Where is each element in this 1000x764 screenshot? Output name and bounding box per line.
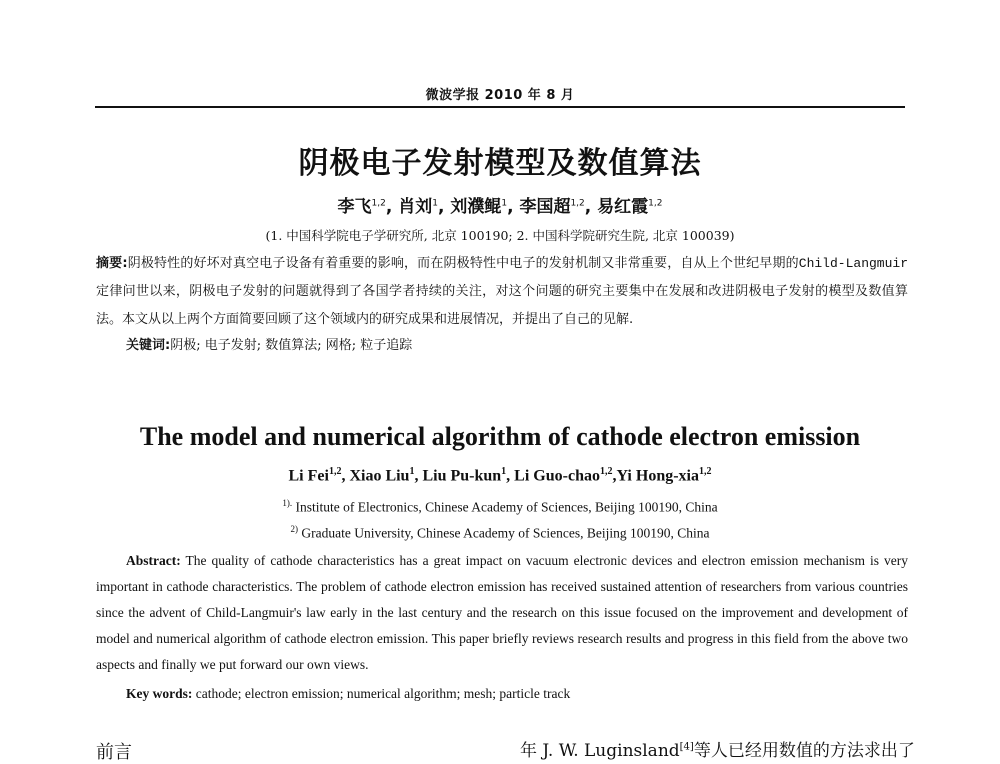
chinese-authors [0,192,1000,217]
chinese-abstract [96,250,908,334]
chinese-keywords [126,334,412,353]
cn-author-sup: 1,2 [570,198,585,209]
affil-2-mark: 2) [290,524,298,534]
cn-author-sup: 1 [501,198,508,209]
en-author-sep: , [414,467,423,485]
cn-author-sup: 1 [432,198,438,209]
english-title: The model and numerical algorithm of cathode electron emission [139,422,861,451]
en-author-sep: , [506,467,515,485]
chinese-abstract-text-1: 阴极特性的好坏对真空电子设备有着重要的影响，而在阴极特性中电子的发射机制又非常重要，自从上个世纪早期的 [127,256,799,271]
en-author-name: Xiao Liu [349,467,410,485]
cn-author-sep: , [584,197,598,217]
right-column-text [520,736,915,761]
cn-author-name: 肖刘 [398,197,433,217]
english-affiliation-1 [0,498,1000,516]
affil-1-mark: 1). [282,498,293,508]
header-rule [95,106,905,108]
english-affiliation-2 [0,524,1000,542]
en-author-sup: 1,2 [699,466,712,477]
en-author-sup: 1,2 [328,466,342,477]
cn-author-sup: 1,2 [371,198,386,209]
journal-header: 微波学报 2010 年 8 月 [425,88,575,103]
cn-author-sep: , [437,197,451,217]
section-heading: 前言 [96,742,132,763]
en-author-sup: 1 [501,466,507,477]
chinese-keywords-label: 关键词: [126,338,171,353]
chinese-affiliation: (1. 中国科学院电子学研究所, 北京 100190; 2. 中国科学院研究生院, 北京 100039) [265,228,735,243]
cn-author-sep: , [385,197,399,217]
chinese-abstract-label: 摘要: [96,256,128,271]
cn-author-sep: , [507,197,520,217]
cn-author-name: 李飞 [337,197,372,217]
english-keywords-text: cathode; electron emission; numerical algorithm; mesh; particle track [192,686,571,701]
chinese-keywords-text: 阴极; 电子发射; 数值算法; 网格; 粒子追踪 [170,338,413,353]
en-author-sup: 1 [409,466,415,477]
cn-author-name: 李国超 [519,197,571,217]
chinese-title: 阴极电子发射模型及数值算法 [298,146,702,181]
cn-author-sup: 1,2 [648,198,663,209]
english-abstract [96,548,908,678]
english-authors [0,466,1000,485]
right-col-suffix: 等人已经用数值的方法求出了 [693,741,915,761]
cn-author-name: 易红霞 [597,197,649,217]
en-author-name: Li Guo-chao [514,467,600,485]
en-author-name: Yi Hong-xia [616,467,699,485]
en-author-name: Li Fei [288,467,329,485]
right-col-prefix: 年 J. W. Luginsland [520,741,680,761]
cn-author-name: 刘濮鲲 [450,197,502,217]
english-abstract-label: Abstract: [126,553,181,568]
affil-2-text: Graduate University, Chinese Academy of Sciences, Beijing 100190, China [297,525,710,541]
reference-mark: [4] [679,741,694,753]
en-author-sep: , [612,467,617,485]
english-abstract-text: The quality of cathode characteristics has a great impact on vacuum electronic devices and electron emission mechanism is very important in cathode characteristics. The problem of cathode electron emission has received sustained attention of researchers from various countries since the advent of Child-Langmuir's law early in the last century and the research on this issue focused on the improvement and development of model and numerical algorithm of cathode electron emission. This paper briefly reviews research results and progress in this field from the above two aspects and finally we put forward our own views. [96,553,908,672]
en-author-sup: 1,2 [599,466,613,477]
en-author-name: Liu Pu-kun [422,467,502,485]
en-author-sep: , [341,467,350,485]
english-keywords [126,686,570,702]
chinese-abstract-mono: Child-Langmuir [798,256,908,271]
chinese-abstract-text-2: 定律问世以来，阴极电子发射的问题就得到了各国学者持续的关注，对这个问题的研究主要集中在发展和改进阴极电子发射的模型及数值算法。本文从以上两个方面简要回顾了这个领域内的研究成果和进展情况，并提出了自己的见解. [96,284,908,327]
affil-1-text: Institute of Electronics, Chinese Academy of Sciences, Beijing 100190, China [292,499,718,515]
english-keywords-label: Key words: [126,686,193,701]
